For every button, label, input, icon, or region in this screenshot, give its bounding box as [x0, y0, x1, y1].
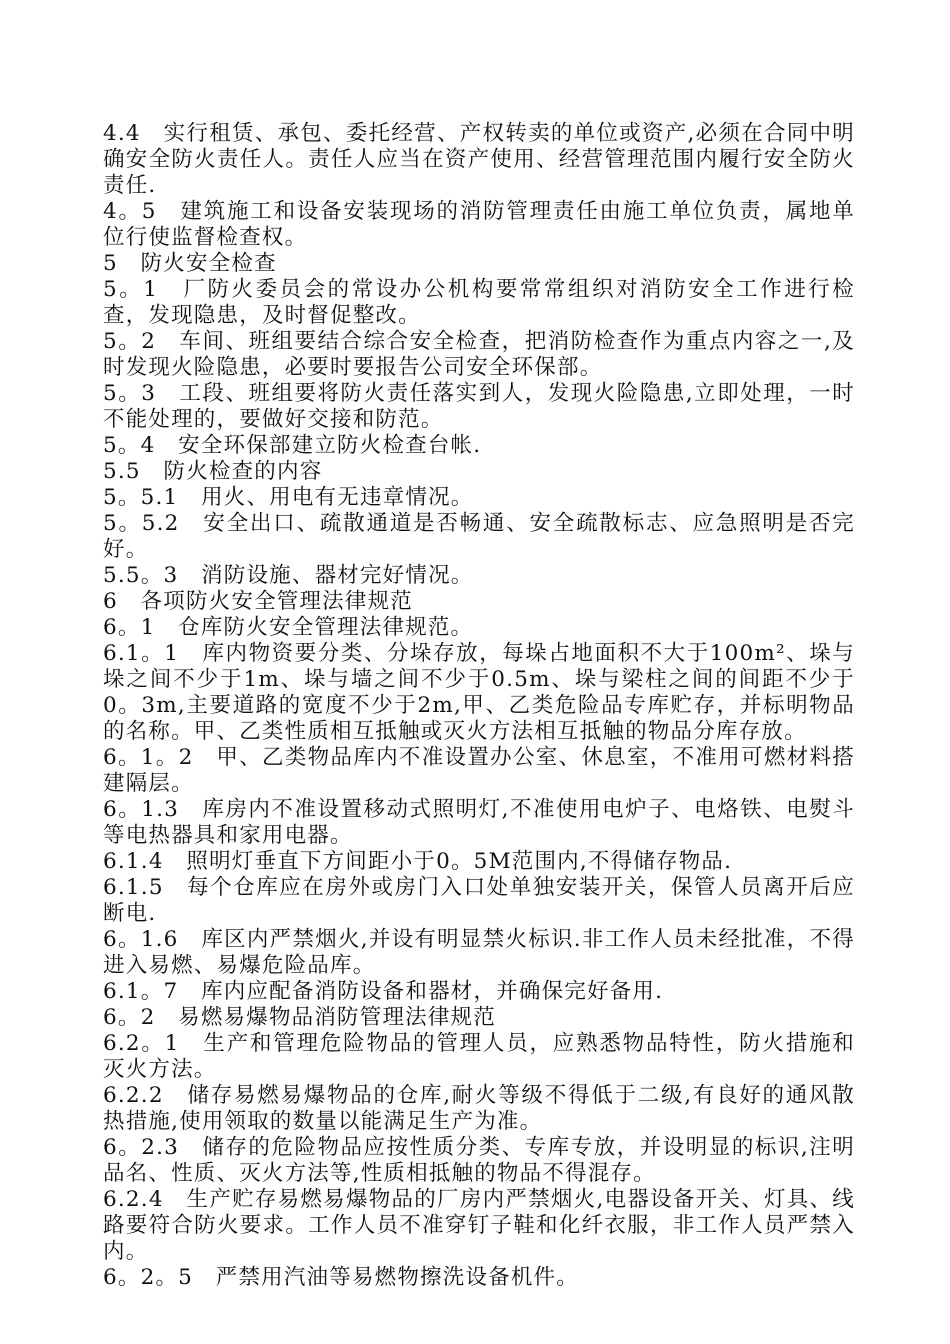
paragraph-5-5-1: 5。5.1 用火、用电有无违章情况。: [103, 485, 474, 510]
paragraph-4-5: 4。5 建筑施工和设备安装现场的消防管理责任由施工单位负责，属地单位行使监督检查权。: [103, 199, 855, 250]
section-heading-5: 5 防火安全检查: [103, 251, 277, 276]
paragraph-6-1-7: 6.1。7 库内应配备消防设备和器材，并确保完好备用.: [103, 979, 664, 1004]
subsection-heading-6-1: 6。1 仓库防火安全管理法律规范。: [103, 615, 474, 640]
subsection-heading-5-5: 5.5 防火检查的内容: [103, 459, 323, 484]
paragraph-6-2-3: 6。2.3 储存的危险物品应按性质分类、专库专放，并设明显的标识,注明品名、性质、灭火方法等,性质相抵触的物品不得混存。: [103, 1135, 855, 1186]
paragraph-6-2-5: 6。2。5 严禁用汽油等易燃物擦洗设备机件。: [103, 1265, 579, 1290]
paragraph-6-1-3: 6。1.3 库房内不准设置移动式照明灯,不准使用电炉子、电烙铁、电熨斗等电热器具和家用电器。: [103, 797, 855, 848]
paragraph-6-1-4: 6.1.4 照明灯垂直下方间距小于0。5M范围内,不得储存物品.: [103, 849, 733, 874]
document-body: [103, 121, 855, 1291]
paragraph-5-1: 5。1 厂防火委员会的常设办公机构要常常组织对消防安全工作进行检查，发现隐患，及时督促整改。: [103, 277, 855, 328]
paragraph-6-1-5: 6.1.5 每个仓库应在房外或房门入口处单独安装开关，保管人员离开后应断电.: [103, 875, 855, 926]
paragraph-5-3: 5。3 工段、班组要将防火责任落实到人，发现火险隐患,立即处理，一时不能处理的，要做好交接和防范。: [103, 381, 855, 432]
paragraph-6-1-6: 6。1.6 库区内严禁烟火,并设有明显禁火标识.非工作人员未经批准，不得进入易燃、易爆危险品库。: [103, 927, 855, 978]
paragraph-6-2-4: 6.2.4 生产贮存易燃易爆物品的厂房内严禁烟火,电器设备开关、灯具、线路要符合防火要求。工作人员不准穿钉子鞋和化纤衣服，非工作人员严禁入内。: [103, 1187, 855, 1264]
paragraph-5-4: 5。4 安全环保部建立防火检查台帐.: [103, 433, 482, 458]
paragraph-6-1-1: 6.1。1 库内物资要分类、分垛存放，每垛占地面积不大于100m²、垛与垛之间不少于1m、垛与墙之间不少于0.5m、垛与梁柱之间的间距不少于0。3m,主要道路的宽度不少于2m,甲、乙类危险品专库贮存，并标明物品的名称。甲、乙类性质相互抵触或灭火方法相互抵触的物品分库存放。: [103, 641, 855, 744]
paragraph-5-2: 5。2 车间、班组要结合综合安全检查，把消防检查作为重点内容之一,及时发现火险隐患，必要时要报告公司安全环保部。: [103, 329, 855, 380]
paragraph-6-1-2: 6。1。2 甲、乙类物品库内不准设置办公室、休息室，不准用可燃材料搭建隔层。: [103, 745, 855, 796]
paragraph-5-5-2: 5。5.2 安全出口、疏散通道是否畅通、安全疏散标志、应急照明是否完好。: [103, 511, 855, 562]
section-heading-6: 6 各项防火安全管理法律规范: [103, 589, 413, 614]
paragraph-6-2-2: 6.2.2 储存易燃易爆物品的仓库,耐火等级不得低于二级,有良好的通风散热措施,使用领取的数量以能满足生产为准。: [103, 1083, 855, 1134]
paragraph-6-2-1: 6.2。1 生产和管理危险物品的管理人员，应熟悉物品特性，防火措施和灭火方法。: [103, 1031, 855, 1082]
paragraph-5-5-3: 5.5。3 消防设施、器材完好情况。: [103, 563, 474, 588]
paragraph-4-4: 4.4 实行租赁、承包、委托经营、产权转卖的单位或资产,必须在合同中明确安全防火责任人。责任人应当在资产使用、经营管理范围内履行安全防火责任.: [103, 121, 855, 198]
subsection-heading-6-2: 6。2 易燃易爆物品消防管理法律规范: [103, 1005, 496, 1030]
